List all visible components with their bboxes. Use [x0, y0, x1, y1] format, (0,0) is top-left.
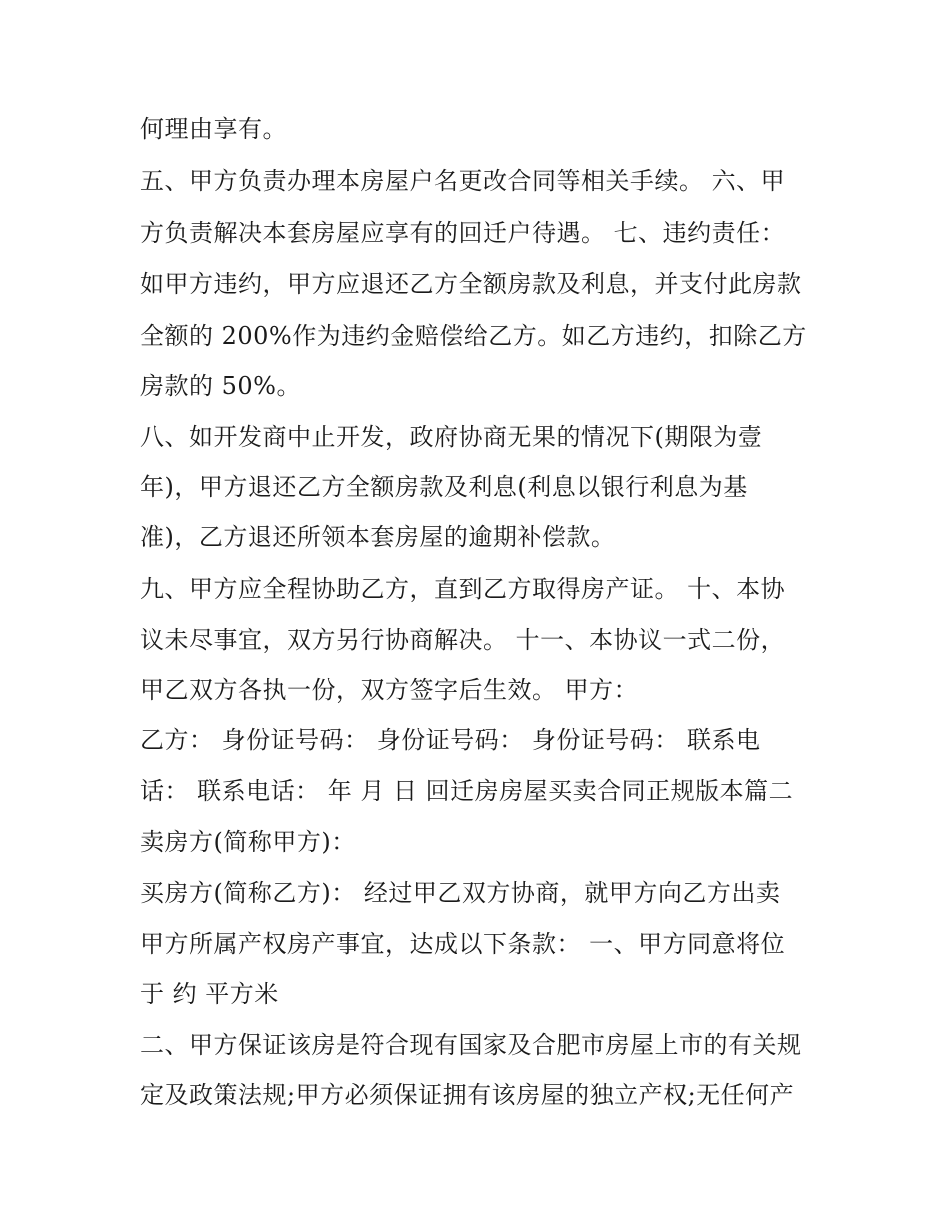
text-line-15: 卖房方(简称甲方)： [140, 828, 356, 856]
text-line-18: 于 约 平方米 [140, 980, 279, 1008]
text-line-8: 年)，甲方退还乙方全额房款及利息(利息以银行利息为基 [140, 473, 748, 501]
text-line-20: 定及政策法规;甲方必须保证拥有该房屋的独立产权;无任何产 [140, 1081, 795, 1109]
text-line-4: 如甲方违约，甲方应退还乙方全额房款及利息，并支付此房款 [140, 270, 802, 298]
text-line-3: 方负责解决本套房屋应享有的回迁户待遇。 七、违约责任： [140, 219, 786, 247]
text-line-16: 买房方(简称乙方)： 经过甲乙双方协商，就甲方向乙方出卖 [140, 879, 781, 907]
text-line-7: 八、如开发商中止开发，政府协商无果的情况下(期限为壹 [140, 423, 763, 451]
text-line-17: 甲方所属产权房产事宜，达成以下条款： 一、甲方同意将位 [140, 930, 786, 958]
text-line-2: 五、甲方负责办理本房屋户名更改合同等相关手续。 六、甲 [140, 167, 786, 195]
text-line-11: 议未尽事宜，双方另行协商解决。 十一、本协议一式二份， [140, 626, 786, 654]
text-line-5: 全额的 200%作为违约金赔偿给乙方。如乙方违约，扣除乙方 [140, 322, 807, 350]
text-line-10: 九、甲方应全程协助乙方，直到乙方取得房产证。 十、本协 [140, 575, 786, 603]
text-line-12: 甲乙双方各执一份，双方签字后生效。 甲方： [140, 676, 639, 704]
text-line-19: 二、甲方保证该房是符合现有国家及合肥市房屋上市的有关规 [140, 1031, 802, 1059]
text-line-1: 何理由享有。 [140, 115, 287, 143]
text-line-14: 话： 联系电话： 年 月 日 回迁房房屋买卖合同正规版本篇二 [140, 777, 794, 805]
text-line-9: 准)，乙方退还所领本套房屋的逾期补偿款。 [140, 523, 616, 551]
text-line-6: 房款的 50%。 [140, 372, 301, 400]
text-line-13: 乙方： 身份证号码： 身份证号码： 身份证号码： 联系电 [140, 726, 761, 754]
